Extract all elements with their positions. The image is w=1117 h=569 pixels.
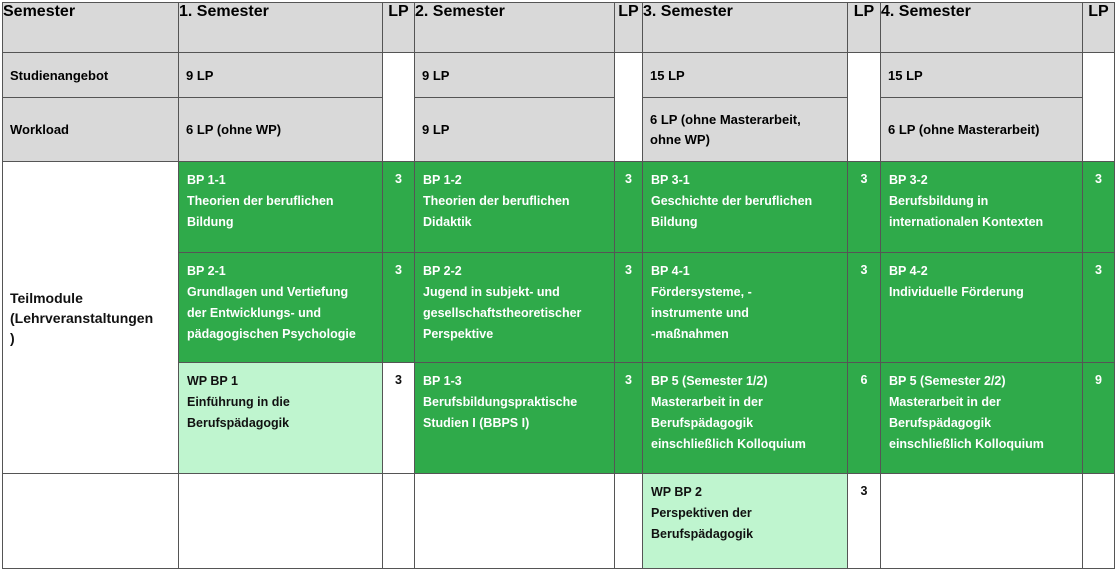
workload-sem1: 6 LP (ohne WP) — [179, 98, 383, 162]
module-line: Berufspädagogik — [651, 527, 754, 541]
module-lp: 9 — [1083, 363, 1115, 474]
module-line: Theorien der beruflichen — [423, 194, 570, 208]
teilmodule-label-line: Teilmodule — [10, 289, 83, 306]
module-line: Didaktik — [423, 215, 472, 229]
teilmodule-label — [3, 162, 179, 474]
module-lp: 3 — [615, 363, 643, 474]
lp-empty — [1083, 53, 1115, 162]
empty-cell — [881, 474, 1083, 569]
module-line: Jugend in subjekt- und — [423, 285, 560, 299]
header-semester-1: 1. Semester — [179, 3, 383, 53]
module-line: Theorien der beruflichen — [187, 194, 334, 208]
header-row — [3, 3, 1115, 53]
module-line: instrumente und — [651, 306, 749, 320]
module-line: einschließlich Kolloquium — [651, 437, 806, 451]
module-bp-4-2 — [881, 253, 1083, 363]
module-lp: 3 — [383, 162, 415, 253]
module-bp-1-2 — [415, 162, 615, 253]
teilmodule-label-line: (Lehrveranstaltungen — [10, 309, 154, 326]
module-lp: 3 — [1083, 253, 1115, 363]
module-line: Berufsbildungspraktische — [423, 395, 578, 409]
module-line: BP 5 (Semester 2/2) — [889, 374, 1006, 388]
module-line: Grundlagen und Vertiefung — [187, 285, 349, 299]
studienangebot-sem4: 15 LP — [881, 53, 1083, 98]
module-lp: 3 — [615, 253, 643, 363]
module-line: Berufspädagogik — [187, 416, 290, 430]
workload-row — [3, 98, 1115, 162]
empty-cell — [615, 474, 643, 569]
module-wp-bp-1 — [179, 363, 383, 474]
header-semester-2: 2. Semester — [415, 3, 615, 53]
lp-empty — [383, 53, 415, 162]
module-line: BP 2-1 — [187, 264, 226, 278]
module-bp-3-2 — [881, 162, 1083, 253]
studienangebot-row — [3, 53, 1115, 98]
studienangebot-sem2: 9 LP — [415, 53, 615, 98]
header-semester-4: 4. Semester — [881, 3, 1083, 53]
module-line: Berufsbildung in — [889, 194, 989, 208]
module-line: Masterarbeit in der — [889, 395, 1001, 409]
module-lp: 3 — [848, 162, 881, 253]
empty-cell — [415, 474, 615, 569]
teilmodule-label-line: ) — [10, 329, 15, 346]
module-line: BP 2-2 — [423, 264, 462, 278]
header-lp: LP — [615, 3, 643, 53]
module-line: BP 1-2 — [423, 173, 462, 187]
studienangebot-sem1: 9 LP — [179, 53, 383, 98]
module-lp: 3 — [383, 253, 415, 363]
workload-sem4: 6 LP (ohne Masterarbeit) — [881, 98, 1083, 162]
header-lp: LP — [1083, 3, 1115, 53]
workload-sem3-line: ohne WP) — [650, 131, 710, 147]
module-bp-2-2 — [415, 253, 615, 363]
module-line: BP 3-1 — [651, 173, 690, 187]
module-wp-bp-2 — [643, 474, 848, 569]
workload-sem2: 9 LP — [415, 98, 615, 162]
module-line: internationalen Kontexten — [889, 215, 1044, 229]
module-lp: 3 — [1083, 162, 1115, 253]
workload-sem3 — [643, 98, 848, 162]
module-bp-1-1 — [179, 162, 383, 253]
module-row-4 — [3, 474, 1115, 569]
studienangebot-sem3: 15 LP — [643, 53, 848, 98]
header-semester: Semester — [3, 3, 179, 53]
module-line: BP 4-1 — [651, 264, 690, 278]
module-bp-1-3 — [415, 363, 615, 474]
module-line: BP 1-3 — [423, 374, 462, 388]
module-line: BP 3-2 — [889, 173, 928, 187]
module-lp: 3 — [848, 474, 881, 569]
module-line: Individuelle Förderung — [889, 285, 1024, 299]
module-line: Perspektive — [423, 327, 494, 341]
module-line: Perspektiven der — [651, 506, 752, 520]
module-line: BP 5 (Semester 1/2) — [651, 374, 768, 388]
semester-plan-table — [2, 2, 1115, 569]
module-row-1 — [3, 162, 1115, 253]
module-line: Fördersysteme, - — [651, 285, 752, 299]
module-line: der Entwicklungs- und — [187, 306, 322, 320]
module-line: Bildung — [651, 215, 698, 229]
module-line: Berufspädagogik — [651, 416, 754, 430]
module-line: BP 1-1 — [187, 173, 226, 187]
module-line: Masterarbeit in der — [651, 395, 763, 409]
module-line: WP BP 1 — [187, 374, 238, 388]
module-line: BP 4-2 — [889, 264, 928, 278]
module-lp: 3 — [848, 253, 881, 363]
workload-label: Workload — [3, 98, 179, 162]
module-bp-5-sem-2 — [881, 363, 1083, 474]
empty-cell — [1083, 474, 1115, 569]
header-semester-3: 3. Semester — [643, 3, 848, 53]
module-bp-3-1 — [643, 162, 848, 253]
module-line: gesellschaftstheoretischer — [423, 306, 582, 320]
module-line: Geschichte der beruflichen — [651, 194, 813, 208]
empty-cell — [179, 474, 383, 569]
module-bp-2-1 — [179, 253, 383, 363]
module-line: Studien I (BBPS I) — [423, 416, 530, 430]
studienangebot-label: Studienangebot — [3, 53, 179, 98]
workload-sem3-line: 6 LP (ohne Masterarbeit, — [650, 111, 801, 127]
module-lp: 6 — [848, 363, 881, 474]
module-line: Berufspädagogik — [889, 416, 992, 430]
lp-empty — [615, 53, 643, 162]
module-line: WP BP 2 — [651, 485, 702, 499]
empty-cell — [3, 474, 179, 569]
lp-empty — [848, 53, 881, 162]
module-bp-4-1 — [643, 253, 848, 363]
empty-cell — [383, 474, 415, 569]
module-line: Bildung — [187, 215, 234, 229]
module-line: -maßnahmen — [651, 327, 729, 341]
module-lp: 3 — [615, 162, 643, 253]
header-lp: LP — [848, 3, 881, 53]
module-bp-5-sem-1 — [643, 363, 848, 474]
module-line: einschließlich Kolloquium — [889, 437, 1044, 451]
module-lp: 3 — [383, 363, 415, 474]
module-line: Einführung in die — [187, 395, 290, 409]
module-line: pädagogischen Psychologie — [187, 327, 356, 341]
header-lp: LP — [383, 3, 415, 53]
